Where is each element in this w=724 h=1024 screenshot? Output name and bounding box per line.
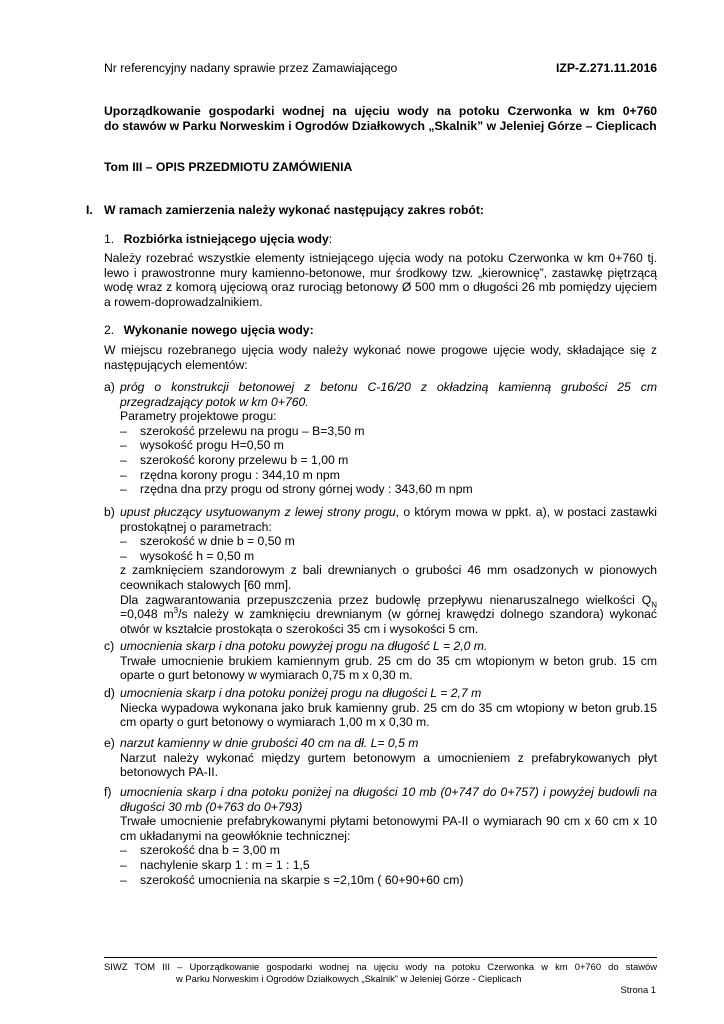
point-c-title: umocnienia skarp i dna potoku powyżej progu na długość L = 2,0 m. bbox=[120, 639, 488, 653]
list-item: – rzędna dna przy progu od strony górnej wody : 343,60 m npm bbox=[120, 482, 473, 497]
point-c-letter: c) bbox=[104, 639, 115, 653]
item-1-body: Należy rozebrać wszystkie elementy istniejącego ujęcia wody na potoku Czerwonka w km 0+760 tj. lewo i prawostronne mury kamienno-betonowe, mur środkowy tzw. „kierownicę”, zastawkę piętrzącą wodę wraz z komorą ujęciową oraz rurociąg betonowy Ø 500 mm o długości 26 mb pomiędzy ujęciem a rowem-doprowadzalnikiem. bbox=[104, 251, 657, 309]
item-2-title: Wykonanie nowego ujęcia wody: bbox=[123, 323, 314, 337]
point-c bbox=[120, 639, 657, 683]
list-item: – szerokość umocnienia na skarpie s =2,10m ( 60+90+60 cm) bbox=[120, 872, 464, 887]
point-f-letter: f) bbox=[104, 785, 112, 799]
item-1-number: 1. bbox=[104, 232, 115, 246]
item-2-number: 2. bbox=[104, 323, 115, 337]
point-f bbox=[120, 785, 657, 887]
list-item: – wysokość h = 0,50 m bbox=[120, 548, 255, 563]
footer-line-2: w Parku Norweskim i Ogrodów Działkowych „Skalnik” w Jeleniej Górze - Cieplicach bbox=[176, 972, 522, 984]
item-1-title: Rozbiórka istniejącego ujęcia wody bbox=[123, 232, 329, 246]
point-e-title: narzut kamienny w dnie grubości 40 cm na dł. L= 0,5 m bbox=[120, 736, 419, 750]
point-c-text: Trwałe umocnienie brukiem kamiennym grub. 25 cm do 35 cm wtopionym w beton grub. 15 cm oparte o gurt betonowy w wymiarach 0,75 m x 0,30 m. bbox=[120, 653, 657, 683]
volume-title: Tom III – OPIS PRZEDMIOTU ZAMÓWIENIA bbox=[104, 160, 353, 174]
point-a-letter: a) bbox=[104, 380, 115, 394]
footer-divider bbox=[104, 957, 657, 958]
item-2-heading bbox=[104, 323, 314, 338]
footer-line-1: SIWZ TOM III – Uporządkowanie gospodarki wodnej na ujęciu wody na potoku Czerwonka w km 0+760 do stawów bbox=[104, 961, 657, 972]
item-1-heading bbox=[104, 232, 332, 247]
list-item: – szerokość przelewu na progu – B=3,50 m bbox=[120, 423, 365, 438]
point-d-text: Niecka wypadowa wykonana jako bruk kamienny grub. 25 cm do 35 cm wtopiony w beton grub.15 cm oparty o gurt betonowy o wymiarach 1,00 m x 0,30 m. bbox=[120, 700, 657, 730]
section-numeral: I. bbox=[86, 203, 93, 217]
title-line-2: do stawów w Parku Norweskim i Ogrodów Działkowych „Skalnik” w Jeleniej Górze – Cieplicach bbox=[104, 118, 657, 133]
point-b-letter: b) bbox=[104, 505, 115, 519]
point-d bbox=[120, 686, 657, 730]
list-item: – nachylenie skarp 1 : m = 1 : 1,5 bbox=[120, 857, 310, 872]
point-a-title: próg o konstrukcji betonowej z betonu C-16/20 z okładziną kamienną grubości 25 cm przegradzający potok w km 0+760. bbox=[120, 380, 657, 409]
point-a-params bbox=[120, 424, 657, 497]
point-a-params-label: Parametry projektowe progu: bbox=[120, 409, 277, 424]
item-1-colon: : bbox=[328, 232, 333, 246]
footer bbox=[104, 961, 657, 984]
page-number: Strona 1 bbox=[620, 984, 656, 995]
list-item: – rzędna korony progu : 344,10 m npm bbox=[120, 467, 340, 482]
point-e-text: Narzut należy wykonać między gurtem betonowym a umocnieniem z prefabrykowanych płyt betonowych PA-II. bbox=[120, 750, 657, 780]
section-heading: W ramach zamierzenia należy wykonać następujący zakres robót: bbox=[104, 203, 484, 217]
point-e bbox=[120, 736, 657, 780]
point-b-params bbox=[120, 534, 657, 563]
title-line-1: Uporządkowanie gospodarki wodnej na ujęciu wody na potoku Czerwonka w km 0+760 bbox=[104, 104, 657, 118]
point-a bbox=[120, 380, 657, 497]
point-d-title: umocnienia skarp i dna potoku poniżej progu na długości L = 2,7 m bbox=[120, 686, 482, 700]
list-item: – szerokość w dnie b = 0,50 m bbox=[120, 534, 295, 549]
item-2-intro: W miejscu rozebranego ujęcia wody należy wykonać nowe progowe ujęcie wody, składające się z następujących elementów: bbox=[104, 343, 657, 372]
list-item: – szerokość dna b = 3,00 m bbox=[120, 843, 280, 858]
document-title bbox=[104, 104, 657, 133]
reference-number: IZP-Z.271.11.2016 bbox=[556, 61, 657, 75]
list-item: – szerokość korony przelewu b = 1,00 m bbox=[120, 452, 349, 467]
list-item: – wysokość progu H=0,50 m bbox=[120, 438, 284, 453]
point-b-text-2: Dla zagwarantowania przepuszczenia przez budowlę przepływu nienaruszalnego wielkości $Q_N =0,048$ $m^3/s$ należy w zamknięciu drewnianym (w górnej krawędzi dolnego szandora) wykonać otwór w kształcie prostokąta o szerokości 35 cm i wysokości 5 cm. bbox=[120, 592, 658, 636]
point-b-text-1: z zamknięciem szandorowym z bali drewnianych o grubości 46 mm osadzonych w pionowych ceownikach stalowych [60 mm]. bbox=[120, 563, 657, 592]
point-f-title: umocnienia skarp i dna potoku poniżej na długości 10 mb (0+747 do 0+757) i powyżej budowli na długości 30 mb (0+763 do 0+793) bbox=[120, 785, 657, 814]
point-f-params bbox=[120, 843, 657, 887]
point-d-letter: d) bbox=[104, 686, 115, 700]
point-b-title: upust płuczący usytuowanym z lewej strony progu, o którym mowa w ppkt. a), w postaci zastawki prostokątnej o parametrach: bbox=[120, 505, 657, 534]
point-b bbox=[120, 505, 657, 636]
point-f-text: Trwałe umocnienie prefabrykowanymi płytami betonowymi PA-II o wymiarach 90 cm x 60 cm x 10 cm układanymi na geowłóknie technicznej: bbox=[120, 814, 657, 843]
reference-label: Nr referencyjny nadany sprawie przez Zamawiającego bbox=[104, 61, 398, 75]
point-e-letter: e) bbox=[104, 736, 115, 750]
